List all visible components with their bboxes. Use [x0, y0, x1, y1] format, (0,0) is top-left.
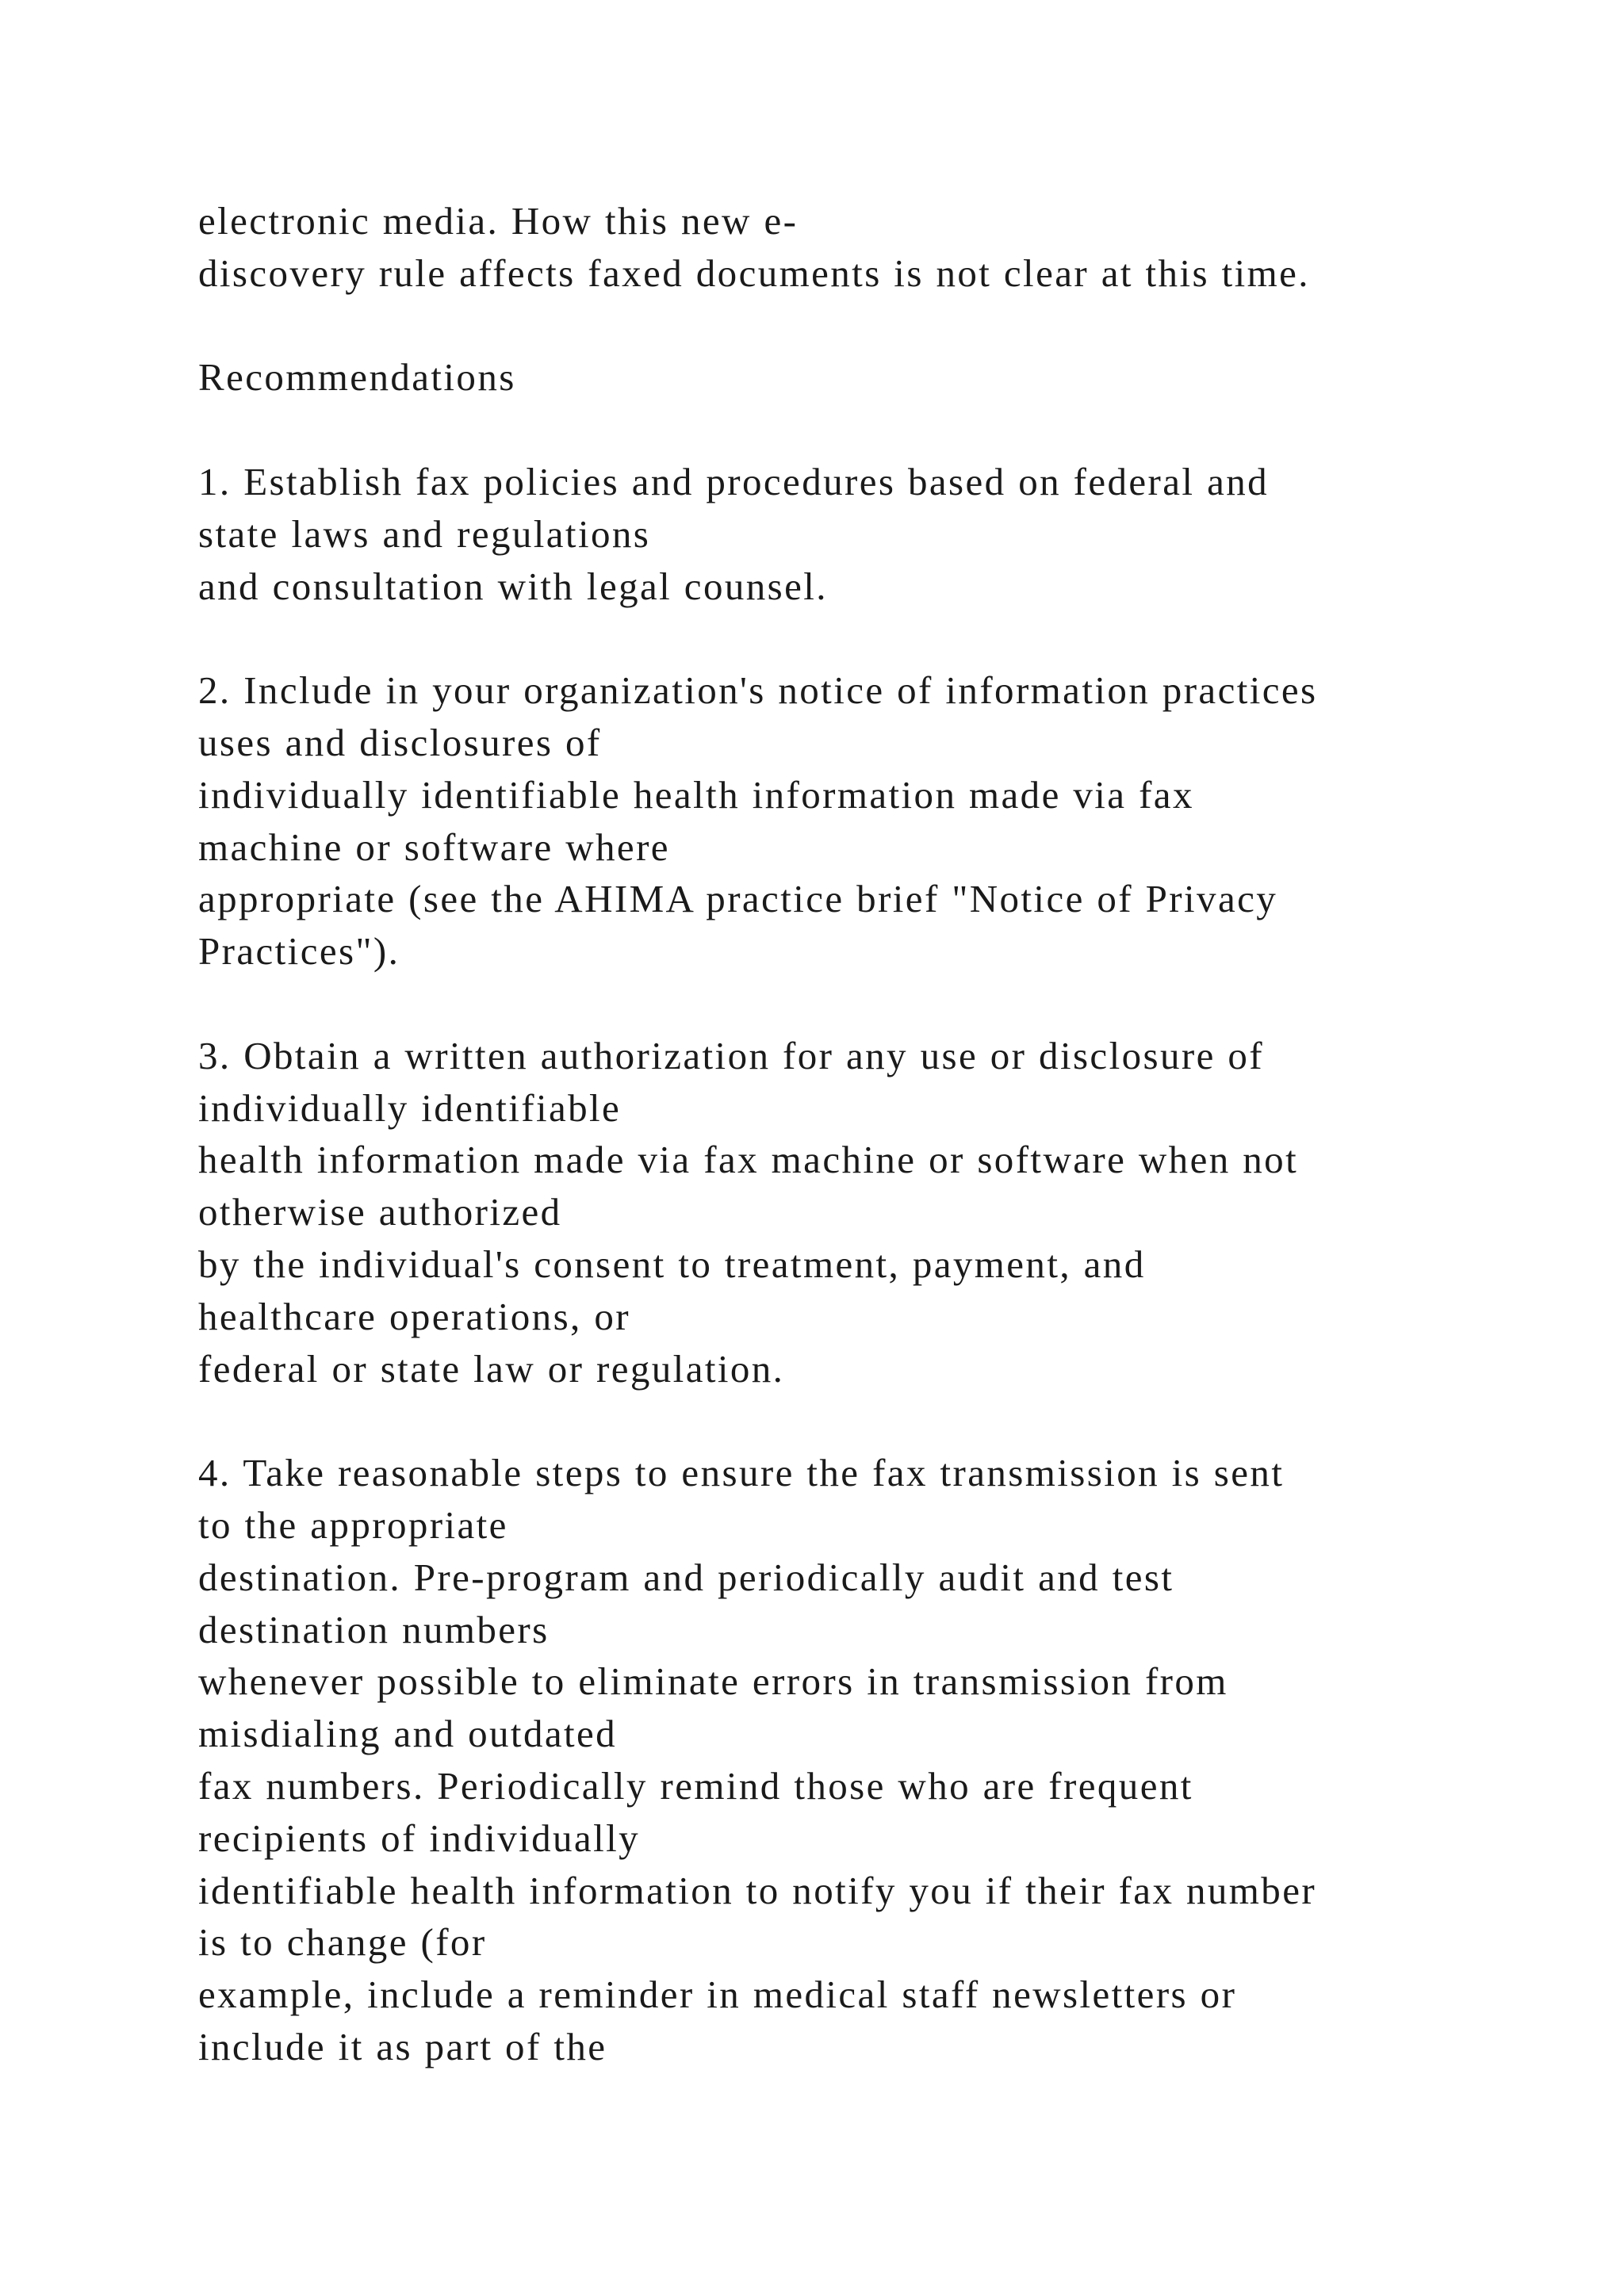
document-body — [198, 195, 1562, 2073]
text-line: 4. Take reasonable steps to ensure the fax transmission is sent — [198, 1451, 1285, 1495]
text-line: whenever possible to eliminate errors in transmission from — [198, 1659, 1228, 1704]
text-line: individually identifiable — [198, 1085, 622, 1130]
text-line: healthcare operations, or — [198, 1294, 630, 1338]
section-heading: Recommendations — [198, 355, 516, 400]
recommendation-item-1 — [198, 456, 1562, 612]
recommendation-item-4 — [198, 1447, 1562, 2073]
recommendation-item-3 — [198, 1030, 1562, 1395]
paragraph-gap — [198, 1395, 1562, 1447]
text-line: 1. Establish fax policies and procedures based on federal and — [198, 459, 1270, 503]
paragraph-gap — [198, 978, 1562, 1030]
text-line: otherwise authorized — [198, 1190, 562, 1234]
text-line: recipients of individually — [198, 1816, 641, 1860]
intro-paragraph — [198, 195, 1562, 300]
paragraph-gap — [198, 404, 1562, 456]
text-line: to the appropriate — [198, 1502, 508, 1547]
text-line: electronic media. How this new e- — [198, 199, 799, 243]
text-line: appropriate (see the AHIMA practice brief "Notice of Privacy — [198, 877, 1278, 921]
text-line: health information made via fax machine or software when not — [198, 1138, 1299, 1182]
text-line: state laws and regulations — [198, 511, 651, 556]
text-line: federal or state law or regulation. — [198, 1346, 785, 1391]
text-line: and consultation with legal counsel. — [198, 564, 828, 608]
text-line: individually identifiable health information made via fax — [198, 772, 1194, 817]
text-line: uses and disclosures of — [198, 720, 602, 764]
text-line: identifiable health information to notify you if their fax number — [198, 1868, 1317, 1912]
paragraph-gap — [198, 300, 1562, 352]
text-line: discovery rule affects faxed documents is not clear at this time. — [198, 251, 1310, 295]
text-line: fax numbers. Periodically remind those who are frequent — [198, 1763, 1193, 1808]
text-line: 2. Include in your organization's notice of information practices — [198, 668, 1318, 713]
text-line: destination. Pre-program and periodically audit and test — [198, 1555, 1174, 1599]
text-line: machine or software where — [198, 825, 670, 869]
text-line: destination numbers — [198, 1607, 550, 1651]
text-line: by the individual's consent to treatment, payment, and — [198, 1242, 1146, 1286]
text-line: 3. Obtain a written authorization for any use or disclosure of — [198, 1033, 1264, 1077]
text-line: Practices"). — [198, 929, 400, 974]
paragraph-gap — [198, 612, 1562, 664]
recommendation-item-2 — [198, 664, 1562, 978]
text-line: misdialing and outdated — [198, 1712, 618, 1756]
text-line: example, include a reminder in medical staff newsletters or — [198, 1973, 1237, 2017]
text-line: is to change (for — [198, 1920, 487, 1965]
text-line: include it as part of the — [198, 2024, 607, 2068]
